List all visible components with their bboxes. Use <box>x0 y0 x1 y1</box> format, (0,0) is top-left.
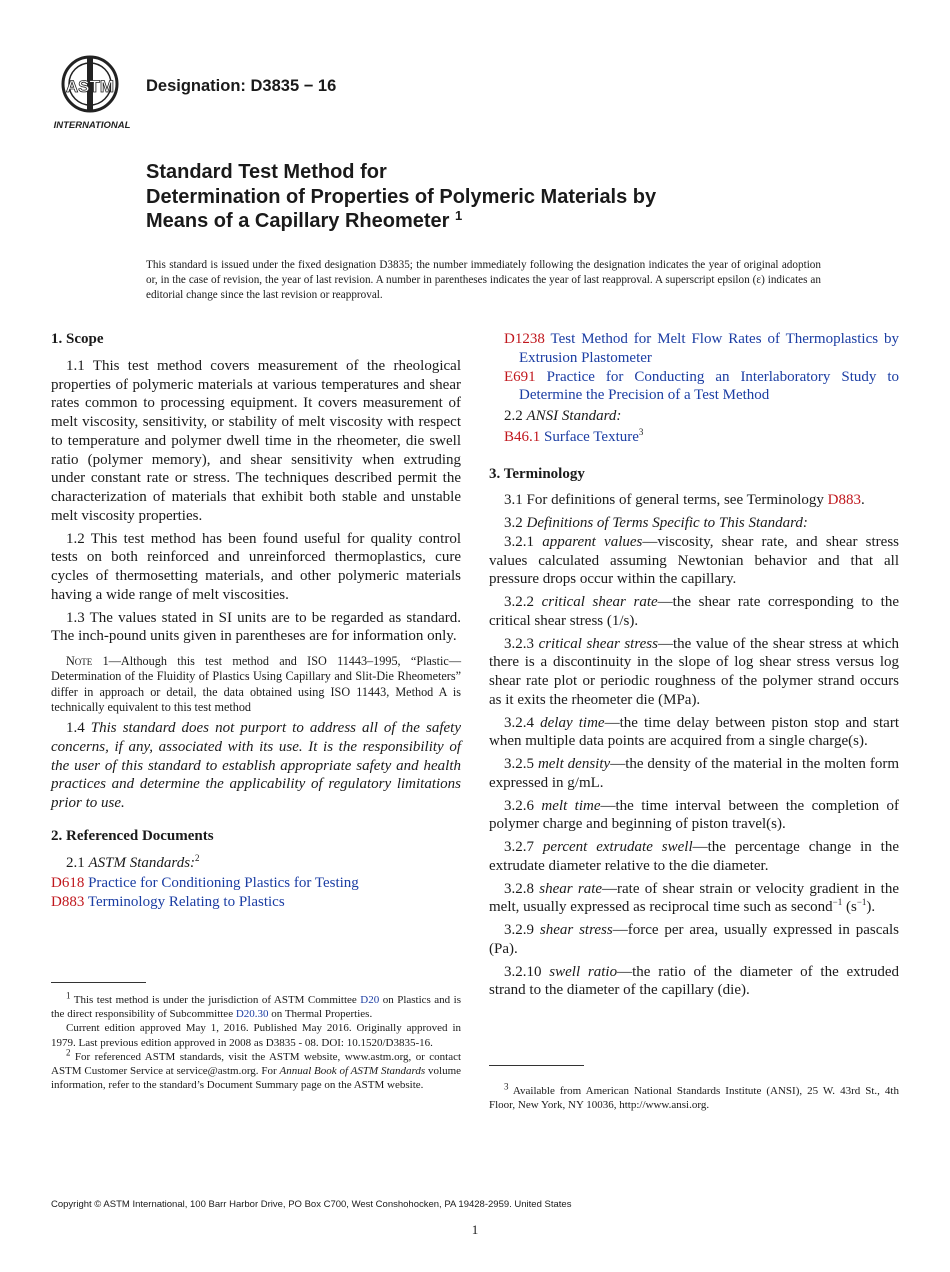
footnotes-right <box>489 1065 899 1112</box>
svg-text:ASTM: ASTM <box>65 77 115 96</box>
ansi-standard-label: 2.2 ANSI Standard: <box>504 408 622 424</box>
section-heading-terminology: 3. Terminology <box>489 465 585 482</box>
term-3-2-6: 3.2.6 melt time—the time interval between the completion of polymer charge and beginning of piston travel(s). <box>489 797 900 833</box>
footnote-3: $^3$ Available from American National Standards Institute (ANSI), 25 W. 43rd St., 4th Floor, New York, NY 10036, http://www.ansi.org. <box>489 1081 899 1112</box>
term-3-2-8: 3.2.8 shear rate—rate of shear strain or velocity gradient in the melt, usually expressed as reciprocal time such as second$^{-1}$ $(s^{-1})$. <box>489 880 900 916</box>
right-column <box>489 330 900 1112</box>
paragraph-1-3: 1.3 The values stated in SI units are to be regarded as standard. The inch-pound units given in parentheses are for information only. <box>51 609 461 645</box>
issuance-statement: This standard is issued under the fixed designation D3835; the number immediately following the designation indicates the year of original adoption or, in the case of revision, the year of last revision. A number in parentheses indicates the year of last reapproval. A superscript epsilon (ε) indicates an editorial change since the last revision or reapproval. <box>146 259 821 301</box>
title-line-1: Standard Test Method for <box>146 161 387 183</box>
footnotes-left <box>51 982 461 1092</box>
term-3-2-7: 3.2.7 percent extrudate swell—the percentage change in the extrudate diameter relative to the die diameter. <box>489 839 899 874</box>
footnote-rule <box>51 982 146 983</box>
paragraph-1-2: 1.2 This test method has been found useful for quality control tests on both reinforced and unreinforced thermoplastics, cure cycles of thermosetting materials, and other polymeric materials having a wide range of melt viscosities. <box>51 530 461 603</box>
paragraph-3-1: 3.1 For definitions of general terms, see Terminology D883. <box>504 492 865 509</box>
footnote-1: $^1$ This test method is under the jurisdiction of ASTM Committee D20 on Plastics and is the direct responsibility of Subcommittee D20.30 on Thermal Properties. <box>51 990 461 1021</box>
term-3-2-4: 3.2.4 delay time—the time delay between piston stop and start when multiple data points are acquired from a single charge(s). <box>489 714 900 750</box>
reference-d1238[interactable]: D1238 Test Method for Melt Flow Rates of Thermoplastics by Extrusion Plastometer <box>504 331 899 366</box>
copyright-notice: Copyright © ASTM International, 100 Barr Harbor Drive, PO Box C700, West Conshohocken, PA 19428-2959. United States <box>51 1199 572 1210</box>
term-3-2-1: 3.2.1 apparent values—viscosity, shear rate, and shear stress values calculated assuming Newtonian behavior and that all pressure drops occur within the capillary. <box>489 533 900 588</box>
svg-text:INTERNATIONAL: INTERNATIONAL <box>53 120 131 131</box>
title-line-2: Determination of Properties of Polymeric Materials by <box>146 185 657 208</box>
link-d20[interactable]: D20 <box>360 994 380 1006</box>
section-heading-referenced-documents: 2. Referenced Documents <box>51 827 214 844</box>
astm-logo <box>50 52 136 132</box>
reference-e691[interactable]: E691 Practice for Conducting an Interlaboratory Study to Determine the Precision of a Test Method <box>504 368 899 404</box>
reference-b46-1[interactable]: B46.1 Surface Texture$^3$ <box>504 426 644 445</box>
document-title <box>146 160 906 234</box>
footnote-1-edition: Current edition approved May 1, 2016. Published May 2016. Originally approved in 1979. Last previous edition approved in 2008 as D3835 - 08. DOI: 10.1520/D3835-16. <box>51 1022 461 1049</box>
title-footnote-mark: 1 <box>455 208 463 223</box>
term-3-2-10: 3.2.10 swell ratio—the ratio of the diameter of the extruded strand to the diameter of the capillary (die). <box>489 963 900 999</box>
title-line-3: Means of a Capillary Rheometer $^1$ <box>146 208 463 232</box>
term-3-2-3: 3.2.3 critical shear stress—the value of the shear stress at which there is a discontinuity in the slope of log shear stress versus log shear rate plot or periodic roughness of the polymer strand occurs as it exits the rheometer die (MPa). <box>489 635 899 708</box>
footnote-rule-right <box>489 1065 584 1066</box>
astm-logo-mark <box>50 52 136 132</box>
footnote-2: $^2$ For referenced ASTM standards, visit the ASTM website, www.astm.org, or contact ASTM Customer Service at service@astm.org. For Annual Book of ASTM Standards volume information, refer to the standard’s Document Summary page on the ASTM website. <box>51 1047 462 1092</box>
left-column <box>51 330 462 1092</box>
reference-d618[interactable]: D618 Practice for Conditioning Plastics for Testing <box>51 875 359 892</box>
term-3-2-5: 3.2.5 melt density—the density of the material in the molten form expressed in g/mL. <box>489 756 899 791</box>
link-d20-30[interactable]: D20.30 <box>235 1008 269 1021</box>
paragraph-1-4: 1.4 This standard does not purport to address all of the safety concerns, if any, associated with its use. It is the responsibility of the user of this standard to establish appropriate safety and health practices and determine the applicability of regulatory limitations prior to use. <box>51 720 461 812</box>
astm-standards-label: 2.1 ASTM Standards:$^2$ <box>66 852 200 871</box>
note-1: Note 1—Although this test method and ISO 11443–1995, “Plastic—Determination of the Fluidity of Plastics Using Capillary and Slit-Die Rheometers” differ in approach or detail, the data obtained using ISO 11443, Method A is technically equivalent to this test method <box>51 654 462 714</box>
term-3-2-2: 3.2.2 critical shear rate—the shear rate corresponding to the critical shear stress (1/s). <box>489 594 899 629</box>
link-d883[interactable]: D883 <box>827 492 861 509</box>
paragraph-3-2: 3.2 Definitions of Terms Specific to This Standard: <box>504 515 808 531</box>
designation: Designation: D3835 − 16 <box>146 77 337 95</box>
section-heading-scope: 1. Scope <box>51 331 104 347</box>
reference-d883[interactable]: D883 Terminology Relating to Plastics <box>51 894 285 911</box>
term-3-2-9: 3.2.9 shear stress—force per area, usually expressed in pascals (Pa). <box>489 922 900 957</box>
page-number: 1 <box>471 1222 479 1237</box>
paragraph-1-1: 1.1 This test method covers measurement of the rheological properties of polymeric materials at various temperatures and shear rates common to processing equipment. It covers measurement of melt viscosity, sensitivity, or stability of melt viscosity with respect to temperature and polymer dwell time in the rheometer, die swell ratio (polymer memory), and shear sensitivity when extruding under constant rate or stress. The techniques described permit the characterization of materials that exhibit both stable and unstable melt viscosity properties. <box>51 357 461 524</box>
